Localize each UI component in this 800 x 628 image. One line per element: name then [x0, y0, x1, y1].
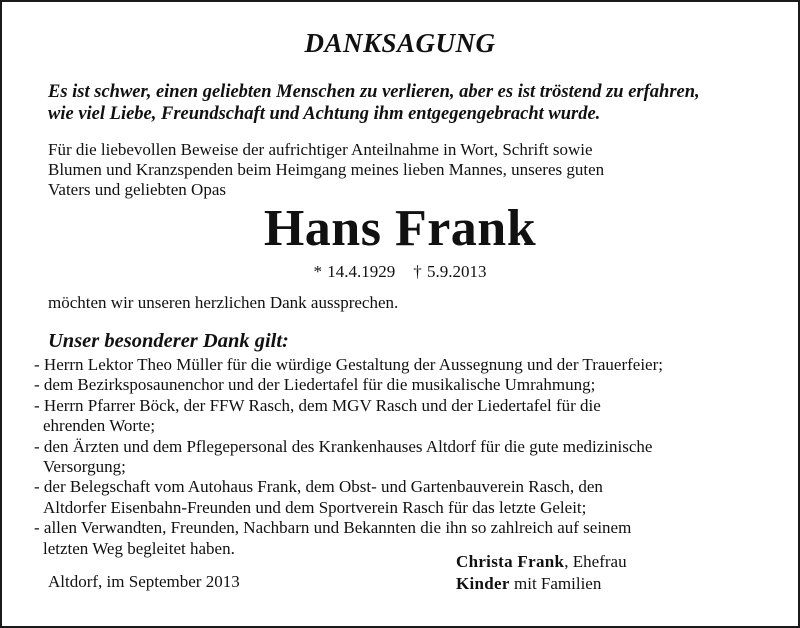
place-and-date: Altdorf, im September 2013	[48, 572, 240, 591]
list-item-continuation: Versorgung;	[43, 457, 126, 477]
signer-relation: mit Familien	[509, 574, 602, 593]
opening-quote	[48, 81, 700, 125]
signer-name: Christa Frank	[456, 552, 565, 571]
quote-line: Es ist schwer, einen geliebten Menschen zu verlieren, aber es ist tröstend zu erfahren,	[48, 82, 700, 102]
list-item-continuation: Altdorfer Eisenbahn-Freunden und dem Sportverein Rasch für das letzte Geleit;	[43, 497, 587, 517]
intro-line: Für die liebevollen Beweise der aufrichtiger Anteilnahme in Wort, Schrift sowie	[48, 140, 593, 159]
deceased-name: Hans Frank	[263, 200, 537, 257]
signature-line	[456, 551, 627, 573]
list-item-continuation: letzten Weg begleitet haben.	[43, 538, 235, 558]
special-thanks-heading: Unser besonderer Dank gilt:	[48, 330, 289, 352]
quote-line: wie viel Liebe, Freundschaft und Achtung ihm entgegengebracht wurde.	[48, 104, 601, 124]
list-item: - dem Bezirksposaunenchor und der Liedertafel für die musikalische Umrahmung;	[34, 375, 596, 395]
signer-relation: , Ehefrau	[564, 552, 627, 571]
list-item: - Herrn Pfarrer Böck, der FFW Rasch, dem MGV Rasch und der Liedertafel für die	[34, 395, 601, 415]
list-item: - den Ärzten und dem Pflegepersonal des Krankenhauses Altdorf für die gute medizinische	[34, 436, 653, 456]
list-item: - Herrn Lektor Theo Müller für die würdige Gestaltung der Aussegnung und der Trauerfeier;	[34, 355, 663, 374]
birth-date: * 14.4.1929	[313, 262, 396, 281]
closing-sentence: möchten wir unseren herzlichen Dank aussprechen.	[48, 293, 399, 312]
signer-name: Kinder	[456, 574, 510, 593]
intro-line: Vaters und geliebten Opas	[48, 180, 226, 199]
signature-block	[456, 551, 627, 595]
list-item-continuation: ehrenden Worte;	[43, 416, 156, 436]
intro-paragraph	[48, 140, 604, 200]
thanks-list	[34, 355, 663, 559]
intro-line: Blumen und Kranzspenden beim Heimgang meines lieben Mannes, unseres guten	[48, 160, 605, 179]
death-date: † 5.9.2013	[413, 262, 487, 281]
signature-line	[456, 573, 627, 595]
list-item: - allen Verwandten, Freunden, Nachbarn und Bekannten die ihn so zahlreich auf seinem	[34, 518, 632, 538]
list-item: - der Belegschaft vom Autohaus Frank, dem Obst- und Gartenbauverein Rasch, den	[34, 477, 603, 497]
life-dates	[2, 262, 798, 282]
notice-heading: DANKSAGUNG	[304, 28, 496, 58]
